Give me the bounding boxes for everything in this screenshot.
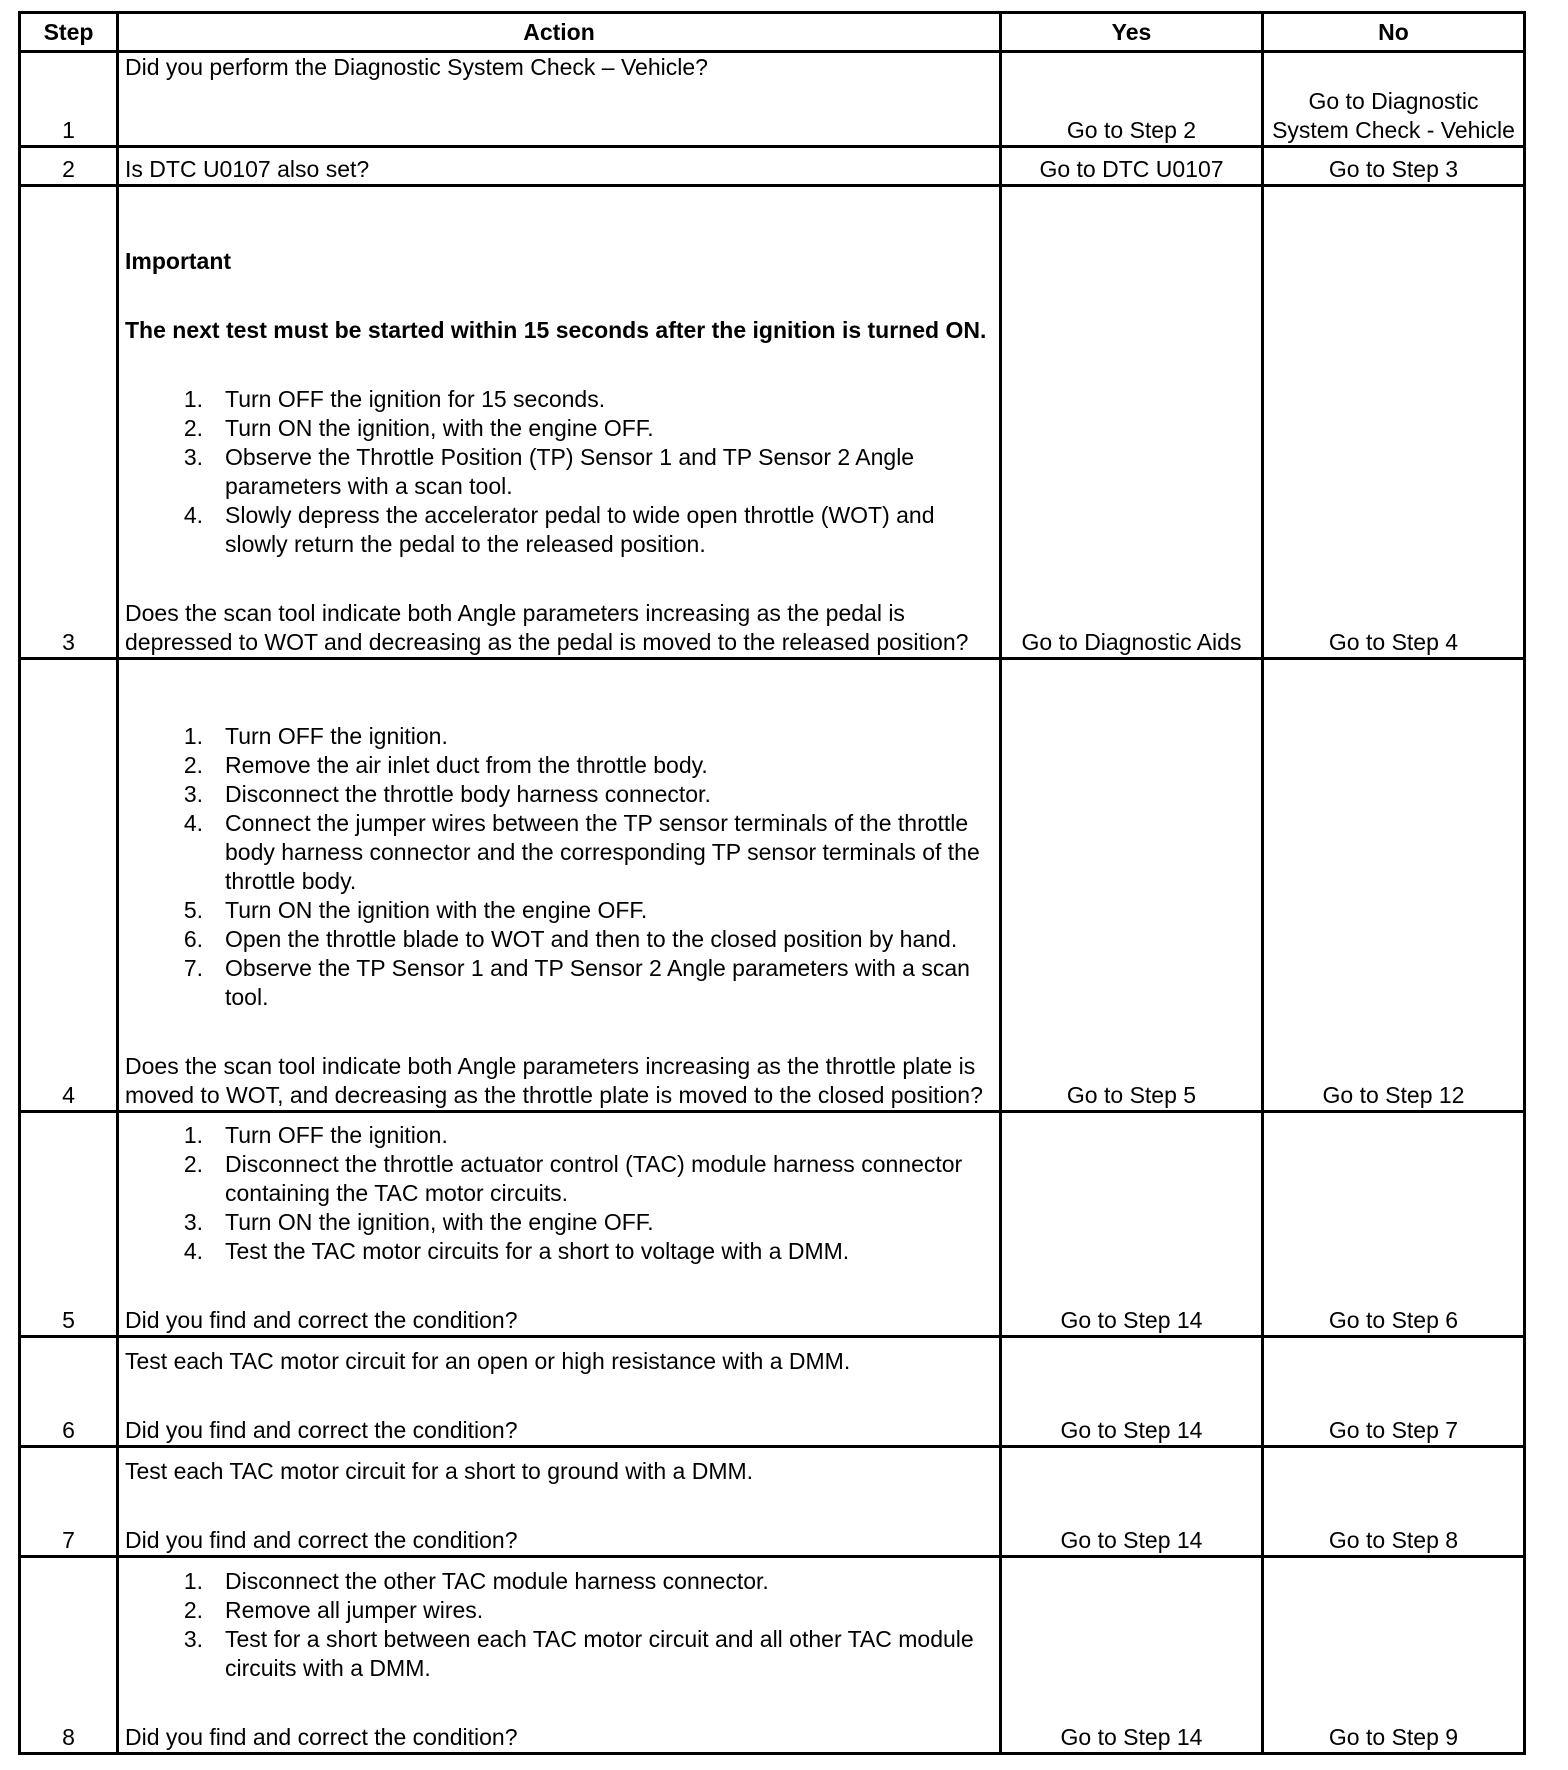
list-item: 4. Connect the jumper wires between the TP sensor terminals of the throttle body harness connector and the corresponding TP sensor terminals of the throttle body.: [183, 810, 980, 894]
action-question: Does the scan tool indicate both Angle parameters increasing as the throttle plate is moved to WOT, and decreasing as the throttle plate is moved to the closed position?: [125, 1053, 983, 1108]
list-item: 1. Disconnect the other TAC module harness connector.: [183, 1568, 769, 1594]
header-row: [20, 13, 1525, 52]
action-cell: [118, 52, 1001, 147]
list-item: 5. Turn ON the ignition with the engine OFF.: [183, 897, 648, 923]
no-cell: Go to Step 12: [1263, 659, 1525, 1112]
list-item: 2. Remove the air inlet duct from the throttle body.: [183, 752, 708, 778]
header-step: Step: [20, 13, 118, 52]
step-number: 7: [20, 1447, 118, 1557]
list-item: 3. Turn ON the ignition, with the engine OFF.: [183, 1209, 654, 1235]
procedure-list: [125, 1567, 993, 1683]
list-item: 3. Disconnect the throttle body harness connector.: [183, 781, 711, 807]
header-yes: Yes: [1001, 13, 1263, 52]
step-number: 2: [20, 147, 118, 186]
step-number: 1: [20, 52, 118, 147]
step-number: 6: [20, 1337, 118, 1447]
list-item: 6. Open the throttle blade to WOT and then to the closed position by hand.: [183, 926, 958, 952]
step-number: 8: [20, 1557, 118, 1754]
yes-cell: Go to Step 14: [1001, 1557, 1263, 1754]
list-item: 3. Observe the Throttle Position (TP) Sensor 1 and TP Sensor 2 Angle parameters with a scan tool.: [183, 444, 915, 499]
step-number: 5: [20, 1112, 118, 1337]
procedure-list: [125, 722, 993, 1012]
action-question: Is DTC U0107 also set?: [125, 156, 370, 182]
no-cell: Go to Step 6: [1263, 1112, 1525, 1337]
no-cell: Go to Step 3: [1263, 147, 1525, 186]
table-row: [20, 1337, 1525, 1447]
yes-cell: Go to Step 14: [1001, 1447, 1263, 1557]
procedure-list: [125, 1121, 993, 1266]
action-cell: [118, 1337, 1001, 1447]
action-question: Did you find and correct the condition?: [125, 1527, 518, 1553]
step-number: 4: [20, 659, 118, 1112]
action-cell: [118, 1557, 1001, 1754]
action-question: Did you find and correct the condition?: [125, 1307, 518, 1333]
header-no: No: [1263, 13, 1525, 52]
table-row: [20, 52, 1525, 147]
list-item: 1. Turn OFF the ignition.: [183, 723, 448, 749]
diagnostic-table: [18, 11, 1526, 1755]
list-item: 4. Test the TAC motor circuits for a short to voltage with a DMM.: [183, 1238, 850, 1264]
no-cell: Go to Step 9: [1263, 1557, 1525, 1754]
yes-cell: Go to DTC U0107: [1001, 147, 1263, 186]
action-question: Did you find and correct the condition?: [125, 1724, 518, 1750]
table-row: [20, 147, 1525, 186]
action-cell: [118, 659, 1001, 1112]
action-text: Test each TAC motor circuit for a short to ground with a DMM.: [125, 1458, 754, 1484]
action-question: Did you find and correct the condition?: [125, 1417, 518, 1443]
list-item: 2. Remove all jumper wires.: [183, 1597, 484, 1623]
yes-cell: Go to Step 14: [1001, 1112, 1263, 1337]
no-cell: Go to Step 7: [1263, 1337, 1525, 1447]
no-cell: Go to Diagnostic System Check - Vehicle: [1263, 52, 1525, 147]
list-item: 1. Turn OFF the ignition for 15 seconds.: [183, 386, 606, 412]
table-row: [20, 186, 1525, 659]
list-item: 4. Slowly depress the accelerator pedal to wide open throttle (WOT) and slowly return the pedal to the released position.: [183, 502, 935, 557]
procedure-list: [125, 385, 993, 559]
action-text: Test each TAC motor circuit for an open or high resistance with a DMM.: [125, 1348, 851, 1374]
yes-cell: Go to Step 2: [1001, 52, 1263, 147]
table-row: [20, 1112, 1525, 1337]
list-item: 7. Observe the TP Sensor 1 and TP Sensor 2 Angle parameters with a scan tool.: [183, 955, 970, 1010]
yes-cell: Go to Step 14: [1001, 1337, 1263, 1447]
important-text: The next test must be started within 15 seconds after the ignition is turned ON.: [125, 317, 987, 343]
yes-cell: Go to Diagnostic Aids: [1001, 186, 1263, 659]
action-question: Does the scan tool indicate both Angle parameters increasing as the pedal is depressed to WOT and decreasing as the pedal is moved to the released position?: [125, 600, 969, 655]
table-row: [20, 1557, 1525, 1754]
no-cell: Go to Step 8: [1263, 1447, 1525, 1557]
table-row: [20, 1447, 1525, 1557]
list-item: 2. Disconnect the throttle actuator control (TAC) module harness connector containing the TAC motor circuits.: [183, 1151, 963, 1206]
important-title: Important: [125, 248, 232, 274]
action-cell: [118, 147, 1001, 186]
list-item: 2. Turn ON the ignition, with the engine OFF.: [183, 415, 654, 441]
action-cell: [118, 1112, 1001, 1337]
action-question: Did you perform the Diagnostic System Check – Vehicle?: [125, 54, 708, 80]
action-cell: [118, 1447, 1001, 1557]
no-cell: Go to Step 4: [1263, 186, 1525, 659]
header-action: Action: [118, 13, 1001, 52]
step-number: 3: [20, 186, 118, 659]
table-row: [20, 659, 1525, 1112]
action-cell: [118, 186, 1001, 659]
list-item: 3. Test for a short between each TAC motor circuit and all other TAC module circuits with a DMM.: [183, 1626, 974, 1681]
list-item: 1. Turn OFF the ignition.: [183, 1122, 448, 1148]
yes-cell: Go to Step 5: [1001, 659, 1263, 1112]
